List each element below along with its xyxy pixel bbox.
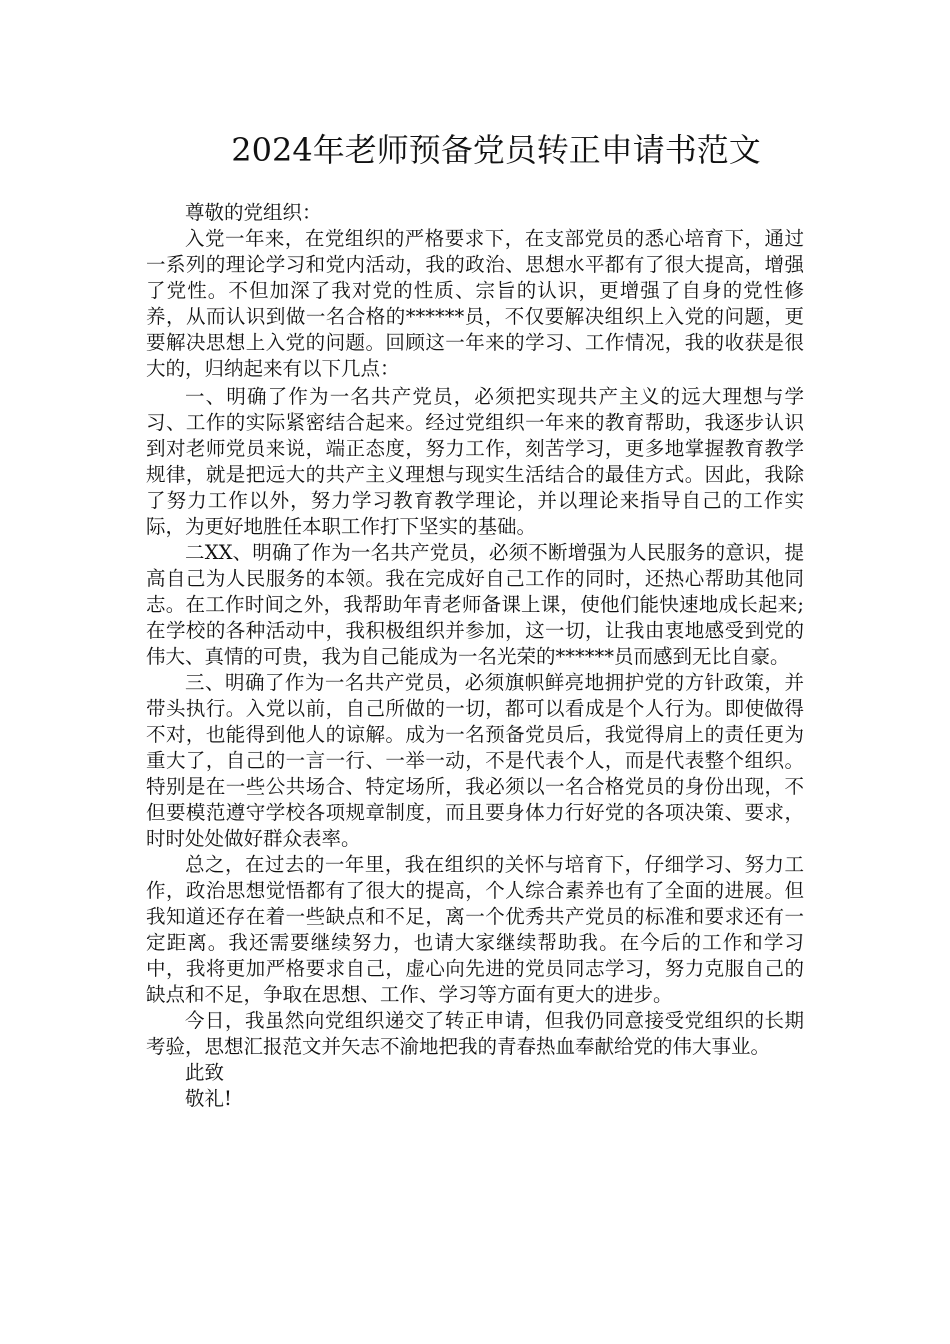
paragraph-point-2: 二XX、明确了作为一名共产党员，必须不断增强为人民服务的意识，提高自己为人民服务的本领。我在完成好自己工作的同时，还热心帮助其他同志。在工作时间之外，我帮助年青老师备课上课，使他们能快速地成长起来;在学校的各种活动中，我积极组织并参加，这一切，让我由衷地感受到党的伟大、真情的可贵，我为自己能成为一名光荣的******员而感到无比自豪。 xyxy=(146,541,804,668)
paragraph-summary: 总之，在过去的一年里，我在组织的关怀与培育下，仔细学习、努力工作，政治思想觉悟都有了很大的提高，个人综合素养也有了全面的进展。但我知道还存在着一些缺点和不足，离一个优秀共产党员的标准和要求还有一定距离。我还需要继续努力，也请大家继续帮助我。在今后的工作和学习中，我将更加严格要求自己，虚心向先进的党员同志学习，努力克服自己的缺点和不足，争取在思想、工作、学习等方面有更大的进步。 xyxy=(146,853,804,1006)
closing-line-2: 敬礼! xyxy=(185,1087,232,1110)
document-body xyxy=(146,200,804,1112)
paragraph-intro: 入党一年来，在党组织的严格要求下，在支部党员的悉心培育下，通过一系列的理论学习和党内活动，我的政治、思想水平都有了很大提高，增强了党性。不但加深了我对党的性质、宗旨的认识，更增强了自身的党性修养，从而认识到做一名合格的******员，不仅要解决组织上入党的问题，更要解决思想上入党的问题。回顾这一年来的学习、工作情况，我的收获是很大的，归纳起来有以下几点： xyxy=(146,227,804,380)
salutation: 尊敬的党组织： xyxy=(185,201,322,224)
closing-line-1: 此致 xyxy=(185,1061,225,1084)
paragraph-conclusion: 今日，我虽然向党组织递交了转正申请，但我仍同意接受党组织的长期考验，思想汇报范文并矢志不渝地把我的青春热血奉献给党的伟大事业。 xyxy=(146,1009,804,1058)
paragraph-point-3: 三、明确了作为一名共产党员，必须旗帜鲜亮地拥护党的方针政策，并带头执行。入党以前，自己所做的一切，都可以看成是个人行为。即使做得不对，也能得到他人的谅解。成为一名预备党员后，我觉得肩上的责任更为重大了，自己的一言一行、一举一动，不是代表个人，而是代表整个组织。特别是在一些公共场合、特定场所，我必须以一名合格党员的身份出现，不但要模范遵守学校各项规章制度，而且要身体力行好党的各项决策、要求，时时处处做好群众表率。 xyxy=(146,671,804,850)
page-title: 2024年老师预备党员转正申请书范文 xyxy=(231,131,761,169)
paragraph-point-1: 一、明确了作为一名共产党员，必须把实现共产主义的远大理想与学习、工作的实际紧密结合起来。经过党组织一年来的教育帮助，我逐步认识到对老师党员来说，端正态度，努力工作，刻苦学习，更多地掌握教育教学规律，就是把远大的共产主义理想与现实生活结合的最佳方式。因此，我除了努力工作以外，努力学习教育教学理论，并以理论来指导自己的工作实际，为更好地胜任本职工作打下坚实的基础。 xyxy=(146,385,804,538)
